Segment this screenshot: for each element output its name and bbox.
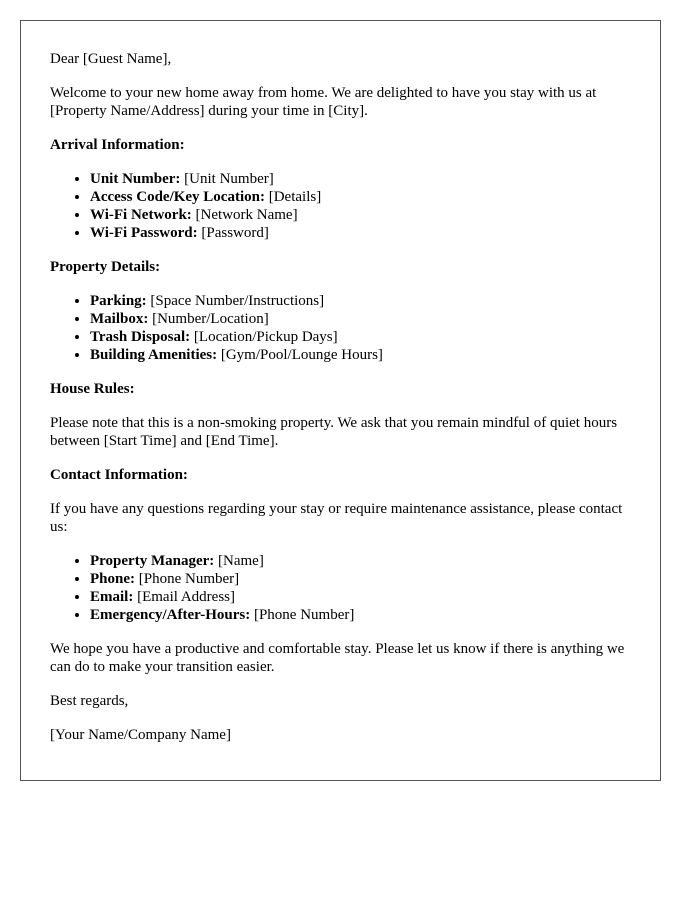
- item-label: Access Code/Key Location:: [90, 189, 265, 205]
- list-item: [90, 552, 632, 570]
- item-value: [Location/Pickup Days]: [190, 329, 338, 345]
- contact-paragraph: If you have any questions regarding your stay or require maintenance assistance, please contact us:: [50, 501, 623, 535]
- item-value: [Details]: [264, 189, 322, 205]
- item-value: [Name]: [214, 553, 264, 569]
- item-value: [Email Address]: [133, 589, 235, 605]
- property-list: [50, 292, 632, 364]
- item-value: [Space Number/Instructions]: [146, 293, 325, 309]
- item-label: Wi-Fi Password:: [90, 225, 198, 241]
- list-item: [90, 224, 632, 242]
- list-item: [90, 170, 632, 188]
- list-item: [90, 570, 632, 588]
- item-label: Phone:: [90, 571, 135, 587]
- contact-heading: Contact Information:: [50, 467, 188, 483]
- greeting: Dear [Guest Name],: [50, 51, 172, 67]
- rules-heading: House Rules:: [50, 381, 135, 397]
- list-item: [90, 588, 632, 606]
- closing-paragraph: We hope you have a productive and comfortable stay. Please let us know if there is anything we can do to make your transition easier.: [50, 641, 625, 675]
- item-label: Mailbox:: [90, 311, 149, 327]
- list-item: [90, 206, 632, 224]
- list-item: [90, 346, 632, 364]
- item-value: [Network Name]: [191, 207, 298, 223]
- welcome-letter: [20, 20, 661, 781]
- list-item: [90, 310, 632, 328]
- signature: [Your Name/Company Name]: [50, 727, 231, 743]
- item-label: Emergency/After-Hours:: [90, 607, 251, 623]
- property-heading: Property Details:: [50, 259, 161, 275]
- list-item: [90, 188, 632, 206]
- item-label: Property Manager:: [90, 553, 215, 569]
- arrival-heading: Arrival Information:: [50, 137, 185, 153]
- item-label: Building Amenities:: [90, 347, 218, 363]
- item-value: [Phone Number]: [135, 571, 240, 587]
- item-value: [Number/Location]: [148, 311, 269, 327]
- item-label: Email:: [90, 589, 134, 605]
- list-item: [90, 292, 632, 310]
- signoff: Best regards,: [50, 693, 129, 709]
- rules-paragraph: Please note that this is a non-smoking property. We ask that you remain mindful of quiet hours between [Start Time] and [End Time].: [50, 415, 618, 449]
- item-label: Wi-Fi Network:: [90, 207, 192, 223]
- item-label: Trash Disposal:: [90, 329, 191, 345]
- item-label: Parking:: [90, 293, 147, 309]
- arrival-list: [50, 170, 632, 242]
- item-value: [Gym/Pool/Lounge Hours]: [217, 347, 383, 363]
- list-item: [90, 606, 632, 624]
- item-value: [Password]: [197, 225, 269, 241]
- item-value: [Phone Number]: [250, 607, 355, 623]
- list-item: [90, 328, 632, 346]
- item-value: [Unit Number]: [180, 171, 274, 187]
- intro-paragraph: Welcome to your new home away from home. We are delighted to have you stay with us at [Property Name/Address] during your time in [City].: [50, 85, 597, 119]
- item-label: Unit Number:: [90, 171, 181, 187]
- contact-list: [50, 552, 632, 624]
